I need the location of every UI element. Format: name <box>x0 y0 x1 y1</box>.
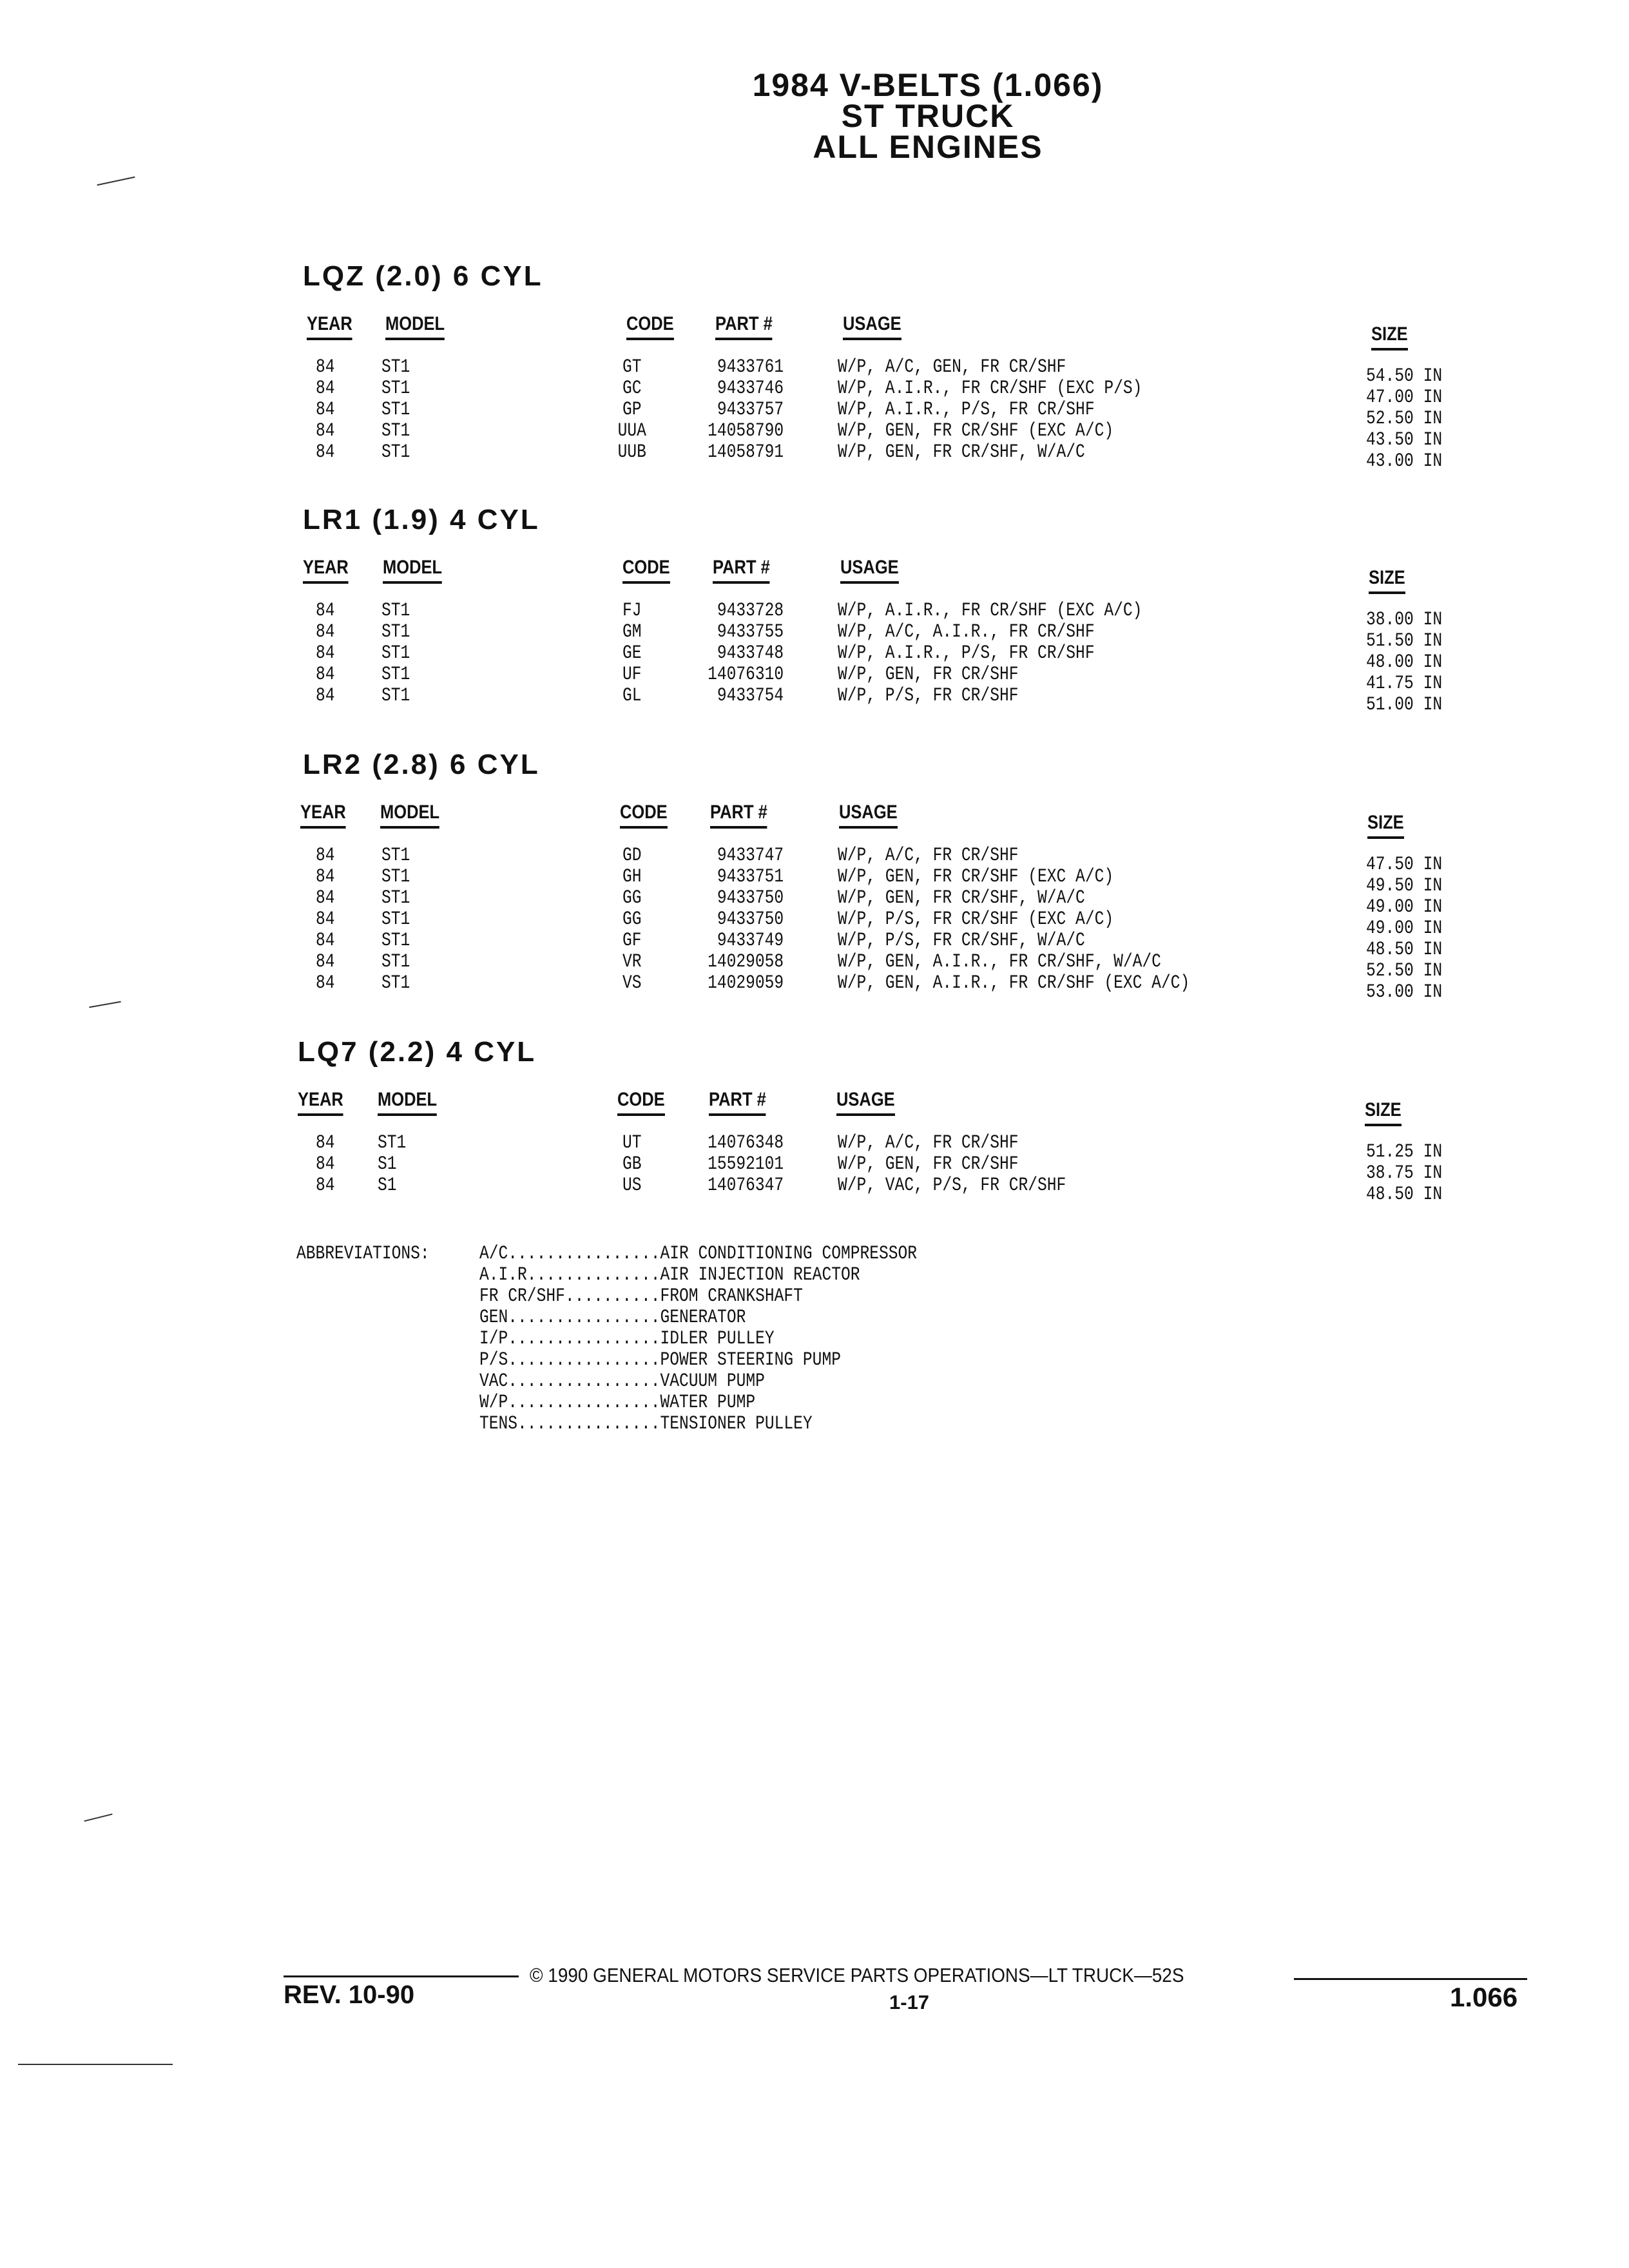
cell-model: ST1 <box>381 378 410 399</box>
cell-part: 9433750 <box>717 908 784 930</box>
cell-usage: W/P, A/C, FR CR/SHF <box>838 845 1019 867</box>
table-row <box>0 642 1629 673</box>
cell-part: 9433761 <box>717 356 784 378</box>
table-row <box>0 1175 1629 1206</box>
header-year: YEAR <box>307 313 352 340</box>
cell-usage: W/P, A/C, FR CR/SHF <box>838 1132 1019 1154</box>
cell-size: 49.50 IN <box>1366 875 1443 897</box>
table-row <box>0 972 1629 1003</box>
cell-usage: W/P, P/S, FR CR/SHF (EXC A/C) <box>838 908 1114 930</box>
cell-model: ST1 <box>381 420 410 442</box>
header-year: YEAR <box>298 1089 343 1116</box>
table-row <box>0 866 1629 897</box>
header-code: CODE <box>626 313 674 340</box>
abbreviation-text: VAC................VACUUM PUMP <box>479 1370 765 1392</box>
cell-usage: W/P, A.I.R., FR CR/SHF (EXC P/S) <box>838 378 1142 399</box>
abbreviation-item <box>479 1244 1013 1265</box>
cell-year: 84 <box>316 951 335 973</box>
cell-model: ST1 <box>381 664 410 686</box>
cell-year: 84 <box>316 441 335 463</box>
cell-size: 48.50 IN <box>1366 1184 1443 1206</box>
abbreviation-item <box>479 1414 885 1435</box>
cell-usage: W/P, GEN, FR CR/SHF, W/A/C <box>838 441 1085 463</box>
cell-model: ST1 <box>381 399 410 421</box>
cell-usage: W/P, A.I.R., P/S, FR CR/SHF <box>838 642 1095 664</box>
cell-usage: W/P, A/C, GEN, FR CR/SHF <box>838 356 1066 378</box>
cell-part: 9433755 <box>717 621 784 643</box>
cell-size: 52.50 IN <box>1366 408 1443 430</box>
title-line-1: 1984 V-BELTS (1.066) <box>752 67 1104 103</box>
cell-usage: W/P, VAC, P/S, FR CR/SHF <box>838 1175 1066 1196</box>
abbreviation-text: TENS...............TENSIONER PULLEY <box>479 1413 813 1435</box>
cell-code: GG <box>622 887 642 909</box>
abbreviation-text: GEN................GENERATOR <box>479 1307 746 1329</box>
scan-mark <box>97 177 135 186</box>
cell-part: 9433728 <box>717 600 784 622</box>
footer-rule-left <box>284 1975 519 1977</box>
cell-model: ST1 <box>378 1132 407 1154</box>
cell-size: 49.00 IN <box>1366 918 1443 939</box>
cell-size: 41.75 IN <box>1366 673 1443 695</box>
cell-model: ST1 <box>381 972 410 994</box>
cell-year: 84 <box>316 378 335 399</box>
cell-size: 52.50 IN <box>1366 960 1443 982</box>
abbreviation-text: FR CR/SHF..........FROM CRANKSHAFT <box>479 1285 803 1307</box>
cell-part: 14029059 <box>708 972 784 994</box>
header-code: CODE <box>620 802 668 829</box>
cell-model: ST1 <box>381 866 410 888</box>
cell-code: GD <box>622 845 642 867</box>
abbreviation-item <box>479 1392 816 1414</box>
scan-mark <box>18 2064 173 2065</box>
table-row <box>0 1153 1629 1184</box>
title-line-2: ST TRUCK <box>841 98 1015 134</box>
cell-year: 84 <box>316 642 335 664</box>
abbreviation-item <box>479 1286 874 1307</box>
cell-usage: W/P, GEN, FR CR/SHF <box>838 1153 1019 1175</box>
cell-part: 9433757 <box>717 399 784 421</box>
cell-model: ST1 <box>381 930 410 952</box>
cell-model: S1 <box>378 1153 397 1175</box>
cell-code: VR <box>622 951 642 973</box>
cell-code: UT <box>622 1132 642 1154</box>
abbreviation-item <box>479 1265 943 1286</box>
abbreviation-text: I/P................IDLER PULLEY <box>479 1328 775 1350</box>
cell-usage: W/P, A.I.R., P/S, FR CR/SHF <box>838 399 1095 421</box>
cell-size: 51.25 IN <box>1366 1141 1443 1163</box>
cell-usage: W/P, A.I.R., FR CR/SHF (EXC A/C) <box>838 600 1142 622</box>
header-model: MODEL <box>380 802 439 829</box>
header-part: PART # <box>715 313 773 340</box>
cell-code: GB <box>622 1153 642 1175</box>
cell-year: 84 <box>316 685 335 707</box>
cell-year: 84 <box>316 908 335 930</box>
header-model: MODEL <box>378 1089 437 1116</box>
cell-part: 14058791 <box>708 441 784 463</box>
section-title: LQZ (2.0) 6 CYL <box>303 260 543 292</box>
cell-year: 84 <box>316 621 335 643</box>
header-model: MODEL <box>383 557 442 584</box>
section-title: LR2 (2.8) 6 CYL <box>303 749 540 780</box>
cell-part: 9433754 <box>717 685 784 707</box>
cell-year: 84 <box>316 1153 335 1175</box>
cell-model: ST1 <box>381 621 410 643</box>
cell-part: 15592101 <box>708 1153 784 1175</box>
header-part: PART # <box>709 1089 766 1116</box>
cell-part: 14076310 <box>708 664 784 686</box>
cell-part: 14076348 <box>708 1132 784 1154</box>
header-size: SIZE <box>1371 323 1408 351</box>
cell-code: GE <box>622 642 642 664</box>
cell-year: 84 <box>316 420 335 442</box>
table-row <box>0 887 1629 918</box>
cell-part: 14076347 <box>708 1175 784 1196</box>
cell-part: 9433748 <box>717 642 784 664</box>
cell-year: 84 <box>316 399 335 421</box>
cell-model: ST1 <box>381 441 410 463</box>
abbreviation-item <box>479 1307 804 1329</box>
abbreviation-item <box>479 1329 839 1350</box>
cell-part: 9433746 <box>717 378 784 399</box>
header-year: YEAR <box>300 802 346 829</box>
table-row <box>0 685 1629 716</box>
cell-size: 38.00 IN <box>1366 609 1443 631</box>
cell-code: GM <box>622 621 642 643</box>
cell-year: 84 <box>316 930 335 952</box>
cell-usage: W/P, GEN, FR CR/SHF (EXC A/C) <box>838 866 1114 888</box>
cell-usage: W/P, A/C, A.I.R., FR CR/SHF <box>838 621 1095 643</box>
cell-code: GC <box>622 378 642 399</box>
document-title <box>644 67 1211 165</box>
cell-model: ST1 <box>381 908 410 930</box>
cell-part: 9433747 <box>717 845 784 867</box>
copyright-notice: © 1990 GENERAL MOTORS SERVICE PARTS OPERATIONS—LT TRUCK—52S <box>530 1964 1184 1986</box>
cell-size: 43.50 IN <box>1366 429 1443 451</box>
header-usage: USAGE <box>839 802 898 829</box>
header-usage: USAGE <box>836 1089 895 1116</box>
cell-usage: W/P, P/S, FR CR/SHF, W/A/C <box>838 930 1085 952</box>
cell-code: VS <box>622 972 642 994</box>
abbreviation-item <box>479 1371 827 1392</box>
revision-label: REV. 10-90 <box>284 1981 415 2009</box>
cell-code: GG <box>622 908 642 930</box>
cell-code: GF <box>622 930 642 952</box>
header-size: SIZE <box>1367 812 1404 839</box>
title-line-3: ALL ENGINES <box>813 129 1043 165</box>
cell-year: 84 <box>316 887 335 909</box>
cell-year: 84 <box>316 356 335 378</box>
cell-model: ST1 <box>381 356 410 378</box>
cell-size: 43.00 IN <box>1366 450 1443 472</box>
cell-size: 49.00 IN <box>1366 896 1443 918</box>
cell-year: 84 <box>316 866 335 888</box>
header-usage: USAGE <box>843 313 901 340</box>
cell-usage: W/P, GEN, A.I.R., FR CR/SHF (EXC A/C) <box>838 972 1190 994</box>
section-title: LR1 (1.9) 4 CYL <box>303 504 540 535</box>
cell-code: US <box>622 1175 642 1196</box>
table-row <box>0 664 1629 695</box>
cell-size: 47.50 IN <box>1366 854 1443 876</box>
cell-year: 84 <box>316 664 335 686</box>
abbreviation-item <box>479 1350 920 1371</box>
cell-code: UUA <box>617 420 646 442</box>
cell-size: 38.75 IN <box>1366 1162 1443 1184</box>
table-row <box>0 420 1629 451</box>
abbreviation-text: P/S................POWER STEERING PUMP <box>479 1349 841 1371</box>
cell-code: UUB <box>617 441 646 463</box>
cell-part: 9433751 <box>717 866 784 888</box>
cell-usage: W/P, GEN, A.I.R., FR CR/SHF, W/A/C <box>838 951 1161 973</box>
scan-mark <box>84 1814 112 1822</box>
table-row <box>0 930 1629 961</box>
cell-part: 9433749 <box>717 930 784 952</box>
header-size: SIZE <box>1369 567 1405 594</box>
section-title: LQ7 (2.2) 4 CYL <box>298 1036 537 1068</box>
cell-year: 84 <box>316 1132 335 1154</box>
cell-usage: W/P, GEN, FR CR/SHF, W/A/C <box>838 887 1085 909</box>
cell-code: FJ <box>622 600 642 622</box>
table-row <box>0 441 1629 472</box>
table-row <box>0 399 1629 430</box>
table-row <box>0 1132 1629 1163</box>
table-row <box>0 845 1629 876</box>
cell-model: ST1 <box>381 845 410 867</box>
section-number: 1.066 <box>1450 1982 1518 2012</box>
cell-size: 51.00 IN <box>1366 694 1443 716</box>
abbreviation-text: A.I.R..............AIR INJECTION REACTOR <box>479 1264 860 1286</box>
cell-year: 84 <box>316 1175 335 1196</box>
table-row <box>0 378 1629 408</box>
cell-code: GT <box>622 356 642 378</box>
table-row <box>0 621 1629 652</box>
cell-part: 14029058 <box>708 951 784 973</box>
cell-usage: W/P, GEN, FR CR/SHF (EXC A/C) <box>838 420 1114 442</box>
header-code: CODE <box>622 557 670 584</box>
header-year: YEAR <box>303 557 349 584</box>
cell-part: 9433750 <box>717 887 784 909</box>
table-row <box>0 600 1629 631</box>
cell-model: ST1 <box>381 951 410 973</box>
cell-year: 84 <box>316 600 335 622</box>
cell-year: 84 <box>316 972 335 994</box>
cell-size: 48.00 IN <box>1366 651 1443 673</box>
header-usage: USAGE <box>840 557 899 584</box>
cell-part: 14058790 <box>708 420 784 442</box>
cell-year: 84 <box>316 845 335 867</box>
cell-size: 48.50 IN <box>1366 939 1443 961</box>
table-row <box>0 951 1629 982</box>
cell-size: 54.50 IN <box>1366 365 1443 387</box>
cell-code: GP <box>622 399 642 421</box>
header-part: PART # <box>713 557 770 584</box>
table-row <box>0 908 1629 939</box>
header-model: MODEL <box>385 313 445 340</box>
cell-size: 47.00 IN <box>1366 387 1443 408</box>
footer-rule-right <box>1294 1978 1527 1980</box>
cell-model: ST1 <box>381 685 410 707</box>
header-code: CODE <box>617 1089 665 1116</box>
cell-model: ST1 <box>381 600 410 622</box>
header-part: PART # <box>710 802 767 829</box>
cell-size: 51.50 IN <box>1366 630 1443 652</box>
cell-code: GL <box>622 685 642 707</box>
cell-model: S1 <box>378 1175 397 1196</box>
abbreviation-text: W/P................WATER PUMP <box>479 1392 756 1414</box>
scan-mark <box>89 1001 121 1008</box>
page-number: 1-17 <box>889 1991 930 2013</box>
cell-usage: W/P, GEN, FR CR/SHF <box>838 664 1019 686</box>
abbreviation-text: A/C................AIR CONDITIONING COMPRESSOR <box>479 1243 918 1265</box>
header-size: SIZE <box>1365 1099 1402 1126</box>
cell-size: 53.00 IN <box>1366 981 1443 1003</box>
cell-usage: W/P, P/S, FR CR/SHF <box>838 685 1019 707</box>
cell-model: ST1 <box>381 887 410 909</box>
table-row <box>0 356 1629 387</box>
cell-model: ST1 <box>381 642 410 664</box>
cell-code: UF <box>622 664 642 686</box>
cell-code: GH <box>622 866 642 888</box>
abbreviations-label: ABBREVIATIONS: <box>296 1243 430 1265</box>
